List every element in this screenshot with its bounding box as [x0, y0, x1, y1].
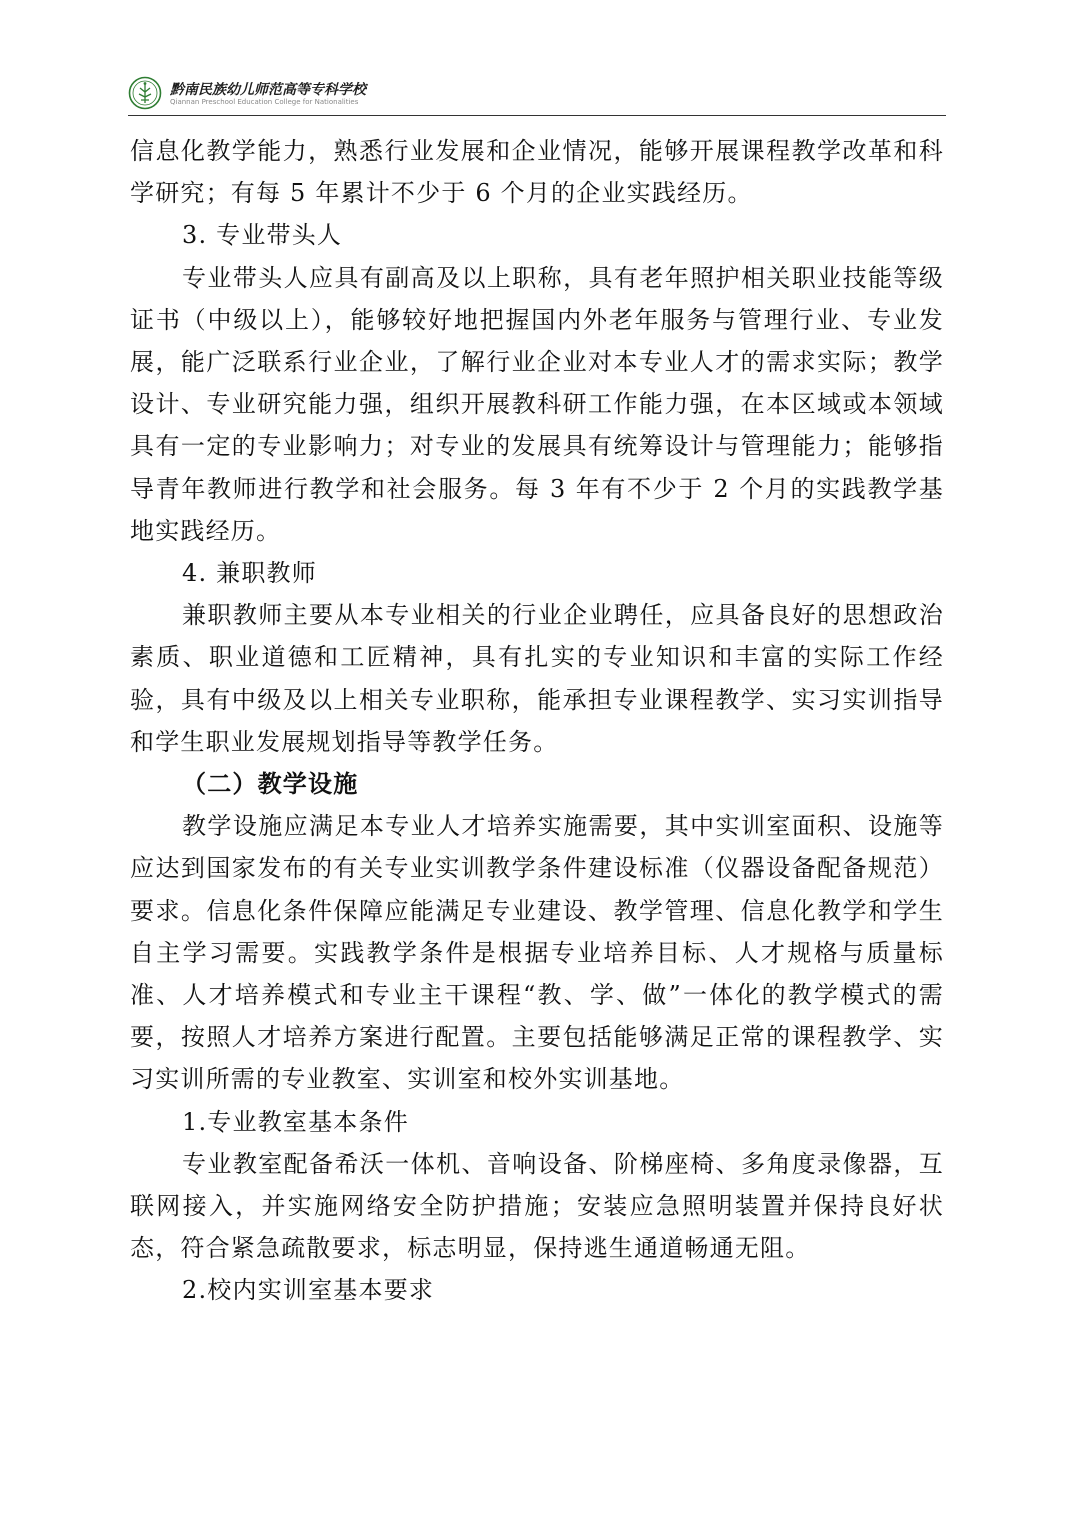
page-header	[128, 70, 946, 116]
paragraph: 教学设施应满足本专业人才培养实施需要，其中实训室面积、设施等应达到国家发布的有关专业实训教学条件建设标准（仪器设备配备规范）要求。信息化条件保障应能满足专业建设、教学管理、信息化教学和学生自主学习需要。实践教学条件是根据专业培养目标、人才规格与质量标准、人才培养模式和专业主干课程“教、学、做”一体化的教学模式的需要，按照人才培养方案进行配置。主要包括能够满足正常的课程教学、实习实训所需的专业教室、实训室和校外实训基地。	[130, 812, 944, 1094]
paragraph: 专业带头人应具有副高及以上职称，具有老年照护相关职业技能等级证书（中级以上），能够较好地把握国内外老年服务与管理行业、专业发展，能广泛联系行业企业，了解行业企业对本专业人才的需求实际；教学设计、专业研究能力强，组织开展教科研工作能力强，在本区域或本领域具有一定的专业影响力；对专业的发展具有统筹设计与管理能力；能够指导青年教师进行教学和社会服务。每 3 年有不少于 2 个月的实践教学基地实践经历。	[130, 263, 944, 545]
paragraph: 信息化教学能力，熟悉行业发展和企业情况，能够开展课程教学改革和科学研究；有每 5 年累计不少于 6 个月的企业实践经历。	[130, 137, 944, 208]
school-emblem-icon	[128, 76, 162, 110]
paragraph: 专业教室配备希沃一体机、音响设备、阶梯座椅、多角度录像器，互联网接入，并实施网络安全防护措施；安装应急照明装置并保持良好状态，符合紧急疏散要求，标志明显，保持逃生通道畅通无阻。	[130, 1149, 944, 1263]
school-name-en: Qiannan Preschool Education College for Nationalities	[170, 98, 359, 106]
school-name-cn: 黔南民族幼儿师范高等专科学校	[170, 82, 366, 98]
section-heading: 4. 兼职教师	[182, 559, 317, 588]
header-divider	[128, 115, 946, 116]
document-body	[130, 130, 944, 1312]
section-heading: 2.校内实训室基本要求	[182, 1276, 435, 1305]
section-heading: 1.专业教室基本条件	[182, 1107, 409, 1136]
paragraph: 兼职教师主要从本专业相关的行业企业聘任，应具备良好的思想政治素质、职业道德和工匠精神，具有扎实的专业知识和丰富的实际工作经验，具有中级及以上相关专业职称，能承担专业课程教学、实习实训指导和学生职业发展规划指导等教学任务。	[130, 601, 944, 756]
section-heading: 3. 专业带头人	[182, 221, 343, 250]
chapter-heading: （二）教学设施	[182, 769, 359, 799]
